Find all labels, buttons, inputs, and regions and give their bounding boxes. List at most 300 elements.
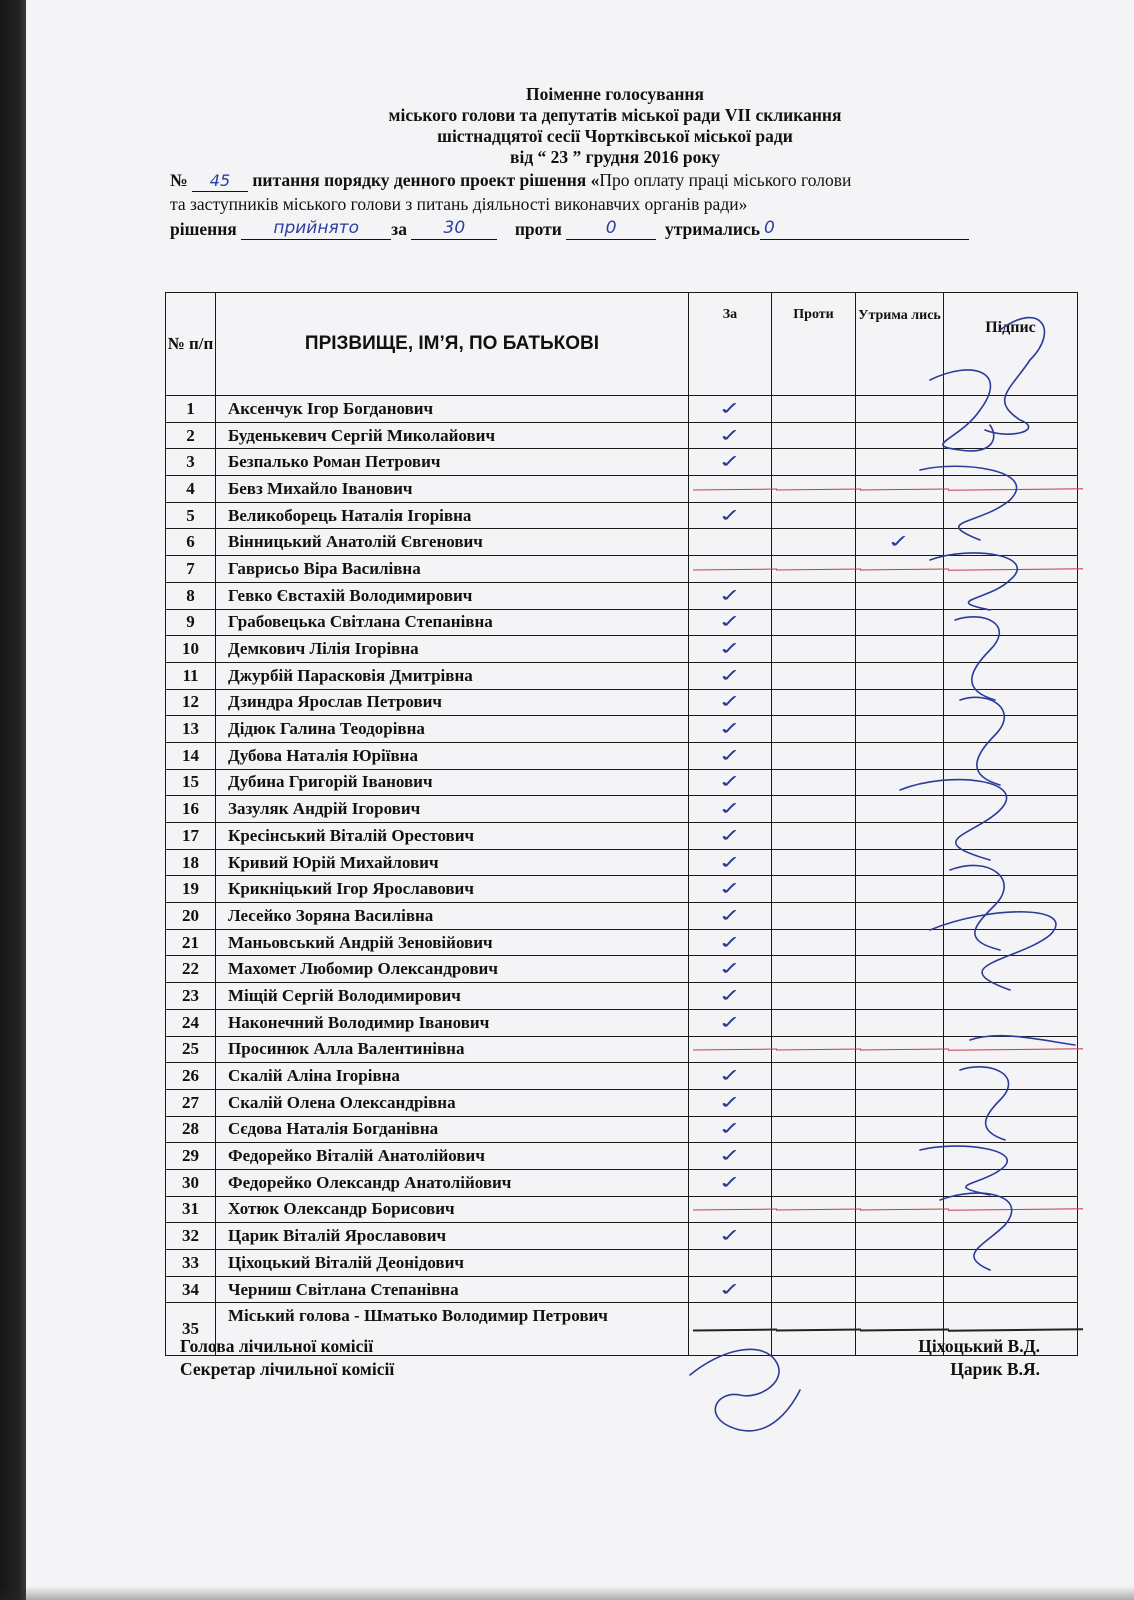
deputy-name: Черниш Світлана Степанівна [216, 1276, 689, 1303]
vote-cell-for [689, 876, 772, 903]
signature-cell [944, 983, 1078, 1010]
signature-cell [944, 449, 1078, 476]
table-row [166, 929, 1078, 956]
row-number: 6 [166, 529, 216, 556]
vote-cell-abstain [856, 556, 944, 583]
row-number: 23 [166, 983, 216, 1010]
secretary-label: Секретар лічильної комісії [180, 1359, 395, 1379]
table-row [166, 1116, 1078, 1143]
check-mark-icon: ✓ [716, 424, 744, 447]
vote-cell-for [689, 1116, 772, 1143]
signature-cell [944, 529, 1078, 556]
vote-cell-for [689, 582, 772, 609]
vote-cell-for [689, 1063, 772, 1090]
table-row [166, 849, 1078, 876]
vote-cell-against [772, 1036, 856, 1063]
vote-cell-against [772, 422, 856, 449]
table-row [166, 903, 1078, 930]
row-number: 7 [166, 556, 216, 583]
vote-cell-abstain [856, 689, 944, 716]
vote-cell-against [772, 716, 856, 743]
check-mark-icon: ✓ [716, 1092, 744, 1114]
vote-cell-for [689, 396, 772, 423]
signature-cell [944, 556, 1078, 583]
scan-dark-edge [0, 0, 26, 1600]
row-number: 22 [166, 956, 216, 983]
deputy-name: Дідюк Галина Теодорівна [216, 716, 689, 743]
vote-cell-against [772, 1009, 856, 1036]
check-mark-icon: ✓ [716, 1278, 744, 1301]
vote-cell-for [689, 502, 772, 529]
vote-cell-abstain [856, 609, 944, 636]
vote-cell-for [689, 556, 772, 583]
vote-cell-against [772, 556, 856, 583]
vote-cell-for [689, 609, 772, 636]
vote-cell-for [689, 1036, 772, 1063]
deputy-name: Буденькевич Сергій Миколайович [216, 422, 689, 449]
row-number: 4 [166, 476, 216, 503]
vote-cell-against [772, 609, 856, 636]
for-value: 30 [411, 217, 497, 240]
signature-cell [944, 1276, 1078, 1303]
chair-label: Голова лічильної комісії [180, 1336, 374, 1356]
vote-cell-against [772, 769, 856, 796]
check-mark-icon: ✓ [885, 531, 914, 553]
table-row [166, 1276, 1078, 1303]
vote-cell-abstain [856, 903, 944, 930]
vote-cell-for [689, 662, 772, 689]
col-header-against: Проти [772, 293, 856, 396]
signature-cell [944, 716, 1078, 743]
doc-subtitle-1: міського голови та депутатів міської ради VII скликання [388, 105, 842, 125]
row-number: 17 [166, 823, 216, 850]
vote-cell-abstain [856, 956, 944, 983]
decision-value: прийнято [241, 217, 391, 240]
table-row [166, 396, 1078, 423]
check-mark-icon: ✓ [716, 798, 744, 820]
vote-cell-abstain [856, 582, 944, 609]
check-mark-icon: ✓ [716, 665, 744, 687]
table-row [166, 476, 1078, 503]
check-mark-icon: ✓ [716, 504, 744, 527]
vote-cell-against [772, 529, 856, 556]
signature-cell [944, 769, 1078, 796]
row-number: 10 [166, 636, 216, 663]
row-number: 20 [166, 903, 216, 930]
table-row [166, 716, 1078, 743]
vote-cell-abstain [856, 422, 944, 449]
vote-cell-abstain [856, 849, 944, 876]
signature-cell [944, 1223, 1078, 1250]
footer-chair-row [180, 1335, 1040, 1358]
signature-cell [944, 929, 1078, 956]
table-row [166, 983, 1078, 1010]
row-number: 33 [166, 1250, 216, 1277]
deputy-name: Гевко Євстахій Володимирович [216, 582, 689, 609]
deputy-name: Маньовський Андрій Зеновійович [216, 929, 689, 956]
vote-cell-abstain [856, 742, 944, 769]
col-header-sign: Підпис [944, 293, 1078, 396]
vote-cell-for [689, 956, 772, 983]
vote-cell-abstain [856, 1169, 944, 1196]
check-mark-icon: ✓ [716, 1118, 744, 1141]
check-mark-icon: ✓ [716, 931, 744, 954]
deputy-name: Дубина Григорій Іванович [216, 769, 689, 796]
table-row [166, 609, 1078, 636]
check-mark-icon: ✓ [716, 1011, 744, 1034]
document-header [170, 84, 1060, 240]
table-row [166, 449, 1078, 476]
row-number: 25 [166, 1036, 216, 1063]
vote-cell-against [772, 823, 856, 850]
vote-cell-against [772, 1250, 856, 1277]
deputy-name: Ціхоцький Віталій Деонідович [216, 1250, 689, 1277]
check-mark-icon: ✓ [716, 584, 744, 607]
check-mark-icon: ✓ [716, 1225, 744, 1247]
vote-cell-abstain [856, 1116, 944, 1143]
signature-cell [944, 476, 1078, 503]
check-mark-icon: ✓ [716, 691, 744, 714]
signature-cell [944, 796, 1078, 823]
table-row [166, 742, 1078, 769]
vote-cell-abstain [856, 876, 944, 903]
vote-cell-against [772, 1089, 856, 1116]
signature-cell [944, 662, 1078, 689]
check-mark-icon: ✓ [716, 958, 744, 980]
signature-cell [944, 396, 1078, 423]
vote-cell-abstain [856, 1196, 944, 1223]
vote-cell-against [772, 662, 856, 689]
vote-cell-against [772, 796, 856, 823]
deputy-name: Дзиндра Ярослав Петрович [216, 689, 689, 716]
vote-cell-abstain [856, 1276, 944, 1303]
check-mark-icon: ✓ [716, 771, 744, 794]
signature-cell [944, 609, 1078, 636]
vote-cell-abstain [856, 983, 944, 1010]
vote-cell-for [689, 769, 772, 796]
against-value: 0 [566, 217, 656, 240]
num-prefix: № [170, 170, 188, 190]
row-number: 9 [166, 609, 216, 636]
signature-cell [944, 1036, 1078, 1063]
vote-cell-for [689, 849, 772, 876]
vote-cell-against [772, 502, 856, 529]
vote-cell-against [772, 1116, 856, 1143]
abstained-value: 0 [760, 217, 969, 240]
row-number: 29 [166, 1143, 216, 1170]
vote-cell-against [772, 742, 856, 769]
signature-cell [944, 1089, 1078, 1116]
deputy-name: Лесейко Зоряна Василівна [216, 903, 689, 930]
signature-cell [944, 1143, 1078, 1170]
decision-label: рішення [170, 219, 237, 239]
signature-cell [944, 1063, 1078, 1090]
row-number: 27 [166, 1089, 216, 1116]
vote-cell-for [689, 1089, 772, 1116]
check-mark-icon: ✓ [716, 398, 744, 420]
check-mark-icon: ✓ [716, 825, 744, 847]
row-number: 3 [166, 449, 216, 476]
vote-cell-abstain [856, 1036, 944, 1063]
row-number: 2 [166, 422, 216, 449]
vote-cell-abstain [856, 636, 944, 663]
vote-cell-for [689, 983, 772, 1010]
row-number: 16 [166, 796, 216, 823]
vote-cell-for [689, 929, 772, 956]
vote-cell-for [689, 1276, 772, 1303]
check-mark-icon: ✓ [716, 638, 744, 660]
check-mark-icon: ✓ [716, 985, 744, 1007]
table-row [166, 1196, 1078, 1223]
vote-cell-against [772, 476, 856, 503]
row-number: 30 [166, 1169, 216, 1196]
vote-cell-for [689, 1009, 772, 1036]
deputy-name: Федорейко Віталій Анатолійович [216, 1143, 689, 1170]
row-number: 19 [166, 876, 216, 903]
vote-cell-for [689, 823, 772, 850]
question-bold: питання порядку денного проект рішення « [252, 170, 600, 190]
row-number: 21 [166, 929, 216, 956]
doc-subtitle-2: шістнадцятої сесії Чортківської міської ради [437, 126, 793, 146]
vote-cell-abstain [856, 823, 944, 850]
vote-cell-for [689, 796, 772, 823]
deputy-name: Демкович Лілія Ігорівна [216, 636, 689, 663]
table-row [166, 823, 1078, 850]
vote-cell-for [689, 689, 772, 716]
row-number: 24 [166, 1009, 216, 1036]
signature-cell [944, 636, 1078, 663]
deputy-name: Скалій Аліна Ігорівна [216, 1063, 689, 1090]
result-line [170, 217, 1060, 240]
vote-cell-for [689, 1223, 772, 1250]
footer-signatures [180, 1335, 1040, 1381]
deputy-name: Великоборець Наталія Ігорівна [216, 502, 689, 529]
deputy-name: Кривий Юрій Михайлович [216, 849, 689, 876]
vote-cell-against [772, 1169, 856, 1196]
vote-cell-abstain [856, 796, 944, 823]
table-row [166, 1036, 1078, 1063]
vote-cell-for [689, 422, 772, 449]
signature-cell [944, 956, 1078, 983]
vote-cell-against [772, 849, 856, 876]
vote-cell-against [772, 1063, 856, 1090]
signature-cell [944, 1250, 1078, 1277]
signature-cell [944, 1009, 1078, 1036]
vote-cell-for [689, 1196, 772, 1223]
table-row [166, 662, 1078, 689]
deputy-name: Сєдова Наталія Богданівна [216, 1116, 689, 1143]
signature-cell [944, 422, 1078, 449]
vote-cell-against [772, 929, 856, 956]
footer-secretary-row [180, 1358, 1040, 1381]
deputy-name: Безпалько Роман Петрович [216, 449, 689, 476]
vote-cell-for [689, 1250, 772, 1277]
vote-cell-abstain [856, 502, 944, 529]
row-number: 26 [166, 1063, 216, 1090]
col-header-name: ПРІЗВИЩЕ, ІМ’Я, ПО БАТЬКОВІ [216, 293, 689, 396]
deputy-name: Махомет Любомир Олександрович [216, 956, 689, 983]
vote-cell-abstain [856, 1063, 944, 1090]
deputy-name: Джурбій Парасковія Дмитрівна [216, 662, 689, 689]
table-row [166, 1009, 1078, 1036]
vote-cell-against [772, 689, 856, 716]
vote-cell-abstain [856, 662, 944, 689]
table-row [166, 529, 1078, 556]
row-number: 18 [166, 849, 216, 876]
check-mark-icon: ✓ [716, 851, 744, 874]
deputy-name: Вінницький Анатолій Євгенович [216, 529, 689, 556]
deputy-name: Просинюк Алла Валентинівна [216, 1036, 689, 1063]
vote-cell-for [689, 449, 772, 476]
vote-cell-for [689, 476, 772, 503]
vote-cell-against [772, 1276, 856, 1303]
question-text-2: та заступників міського голови з питань діяльності виконавчих органів ради» [170, 194, 748, 214]
vote-table [165, 292, 1078, 1356]
row-number: 1 [166, 396, 216, 423]
signature-cell [944, 502, 1078, 529]
vote-cell-against [772, 636, 856, 663]
vote-cell-abstain [856, 1089, 944, 1116]
deputy-name: Гаврисьо Віра Василівна [216, 556, 689, 583]
table-row [166, 1063, 1078, 1090]
table-row [166, 556, 1078, 583]
vote-cell-against [772, 903, 856, 930]
deputy-name: Наконечний Володимир Іванович [216, 1009, 689, 1036]
signature-cell [944, 1116, 1078, 1143]
deputy-name: Федорейко Олександр Анатолійович [216, 1169, 689, 1196]
signature-cell [944, 876, 1078, 903]
deputy-name: Міський голова - Шматько Володимир Петрович [216, 1303, 689, 1356]
deputy-name: Зазуляк Андрій Ігорович [216, 796, 689, 823]
deputy-name: Крикніцький Ігор Ярославович [216, 876, 689, 903]
check-mark-icon: ✓ [716, 878, 744, 900]
table-row [166, 422, 1078, 449]
row-number: 14 [166, 742, 216, 769]
row-number: 5 [166, 502, 216, 529]
chair-name: Ціхоцький В.Д. [918, 1336, 1040, 1356]
signature-cell [944, 823, 1078, 850]
secretary-name: Царик В.Я. [950, 1359, 1040, 1379]
check-mark-icon: ✓ [716, 1065, 744, 1087]
table-row [166, 1089, 1078, 1116]
vote-cell-against [772, 396, 856, 423]
row-number: 28 [166, 1116, 216, 1143]
table-row [166, 689, 1078, 716]
row-number: 35 [166, 1303, 216, 1356]
col-header-for: За [689, 293, 772, 396]
vote-cell-against [772, 983, 856, 1010]
table-row [166, 1169, 1078, 1196]
vote-cell-abstain [856, 529, 944, 556]
deputy-name: Міщій Сергій Володимирович [216, 983, 689, 1010]
signature-cell [944, 1196, 1078, 1223]
row-number: 34 [166, 1276, 216, 1303]
check-mark-icon: ✓ [716, 905, 744, 927]
question-line [170, 170, 1060, 192]
check-mark-icon: ✓ [716, 451, 744, 473]
row-number: 13 [166, 716, 216, 743]
check-mark-icon: ✓ [716, 718, 744, 740]
table-row [166, 956, 1078, 983]
deputy-name: Кресінський Віталій Орестович [216, 823, 689, 850]
against-label: проти [514, 219, 562, 239]
check-mark-icon: ✓ [716, 1172, 744, 1194]
signature-cell [944, 849, 1078, 876]
vote-cell-against [772, 1196, 856, 1223]
table-row [166, 636, 1078, 663]
vote-cell-abstain [856, 449, 944, 476]
vote-cell-abstain [856, 1009, 944, 1036]
vote-cell-against [772, 956, 856, 983]
check-mark-icon: ✓ [716, 745, 744, 767]
doc-date: від “ 23 ” грудня 2016 року [510, 147, 720, 167]
table-row [166, 582, 1078, 609]
vote-cell-abstain [856, 1143, 944, 1170]
vote-cell-abstain [856, 769, 944, 796]
signature-cell [944, 689, 1078, 716]
row-number: 32 [166, 1223, 216, 1250]
check-mark-icon: ✓ [716, 611, 744, 634]
table-row [166, 876, 1078, 903]
row-number: 11 [166, 662, 216, 689]
vote-cell-against [772, 1143, 856, 1170]
signature-cell [944, 742, 1078, 769]
deputy-name: Бевз Михайло Іванович [216, 476, 689, 503]
question-text-1: Про оплату праці міського голови [599, 170, 852, 190]
vote-cell-abstain [856, 476, 944, 503]
vote-cell-abstain [856, 396, 944, 423]
table-row [166, 769, 1078, 796]
vote-cell-for [689, 529, 772, 556]
signature-cell [944, 1169, 1078, 1196]
vote-table-body [166, 396, 1078, 1356]
row-number: 8 [166, 582, 216, 609]
deputy-name: Дубова Наталія Юріївна [216, 742, 689, 769]
doc-title: Поіменне голосування [526, 84, 704, 104]
vote-cell-for [689, 903, 772, 930]
vote-cell-for [689, 1169, 772, 1196]
vote-cell-abstain [856, 1223, 944, 1250]
vote-cell-against [772, 582, 856, 609]
row-number: 12 [166, 689, 216, 716]
vote-cell-for [689, 636, 772, 663]
vote-cell-abstain [856, 716, 944, 743]
table-row [166, 1223, 1078, 1250]
vote-cell-for [689, 742, 772, 769]
row-number: 15 [166, 769, 216, 796]
table-header-row [166, 293, 1078, 396]
table-row [166, 1250, 1078, 1277]
vote-cell-abstain [856, 929, 944, 956]
deputy-name: Грабовецька Світлана Степанівна [216, 609, 689, 636]
signature-cell [944, 903, 1078, 930]
deputy-name: Хотюк Олександр Борисович [216, 1196, 689, 1223]
table-row [166, 502, 1078, 529]
col-header-num: № п/п [166, 293, 216, 396]
deputy-name: Царик Віталій Ярославович [216, 1223, 689, 1250]
for-label: за [391, 219, 407, 239]
check-mark-icon: ✓ [716, 1145, 744, 1167]
table-row [166, 796, 1078, 823]
deputy-name: Скалій Олена Олександрівна [216, 1089, 689, 1116]
vote-cell-for [689, 716, 772, 743]
question-number: 45 [192, 170, 248, 192]
vote-cell-for [689, 1143, 772, 1170]
vote-cell-abstain [856, 1250, 944, 1277]
vote-cell-against [772, 1223, 856, 1250]
vote-cell-against [772, 876, 856, 903]
scan-bottom-shadow [0, 1586, 1134, 1600]
